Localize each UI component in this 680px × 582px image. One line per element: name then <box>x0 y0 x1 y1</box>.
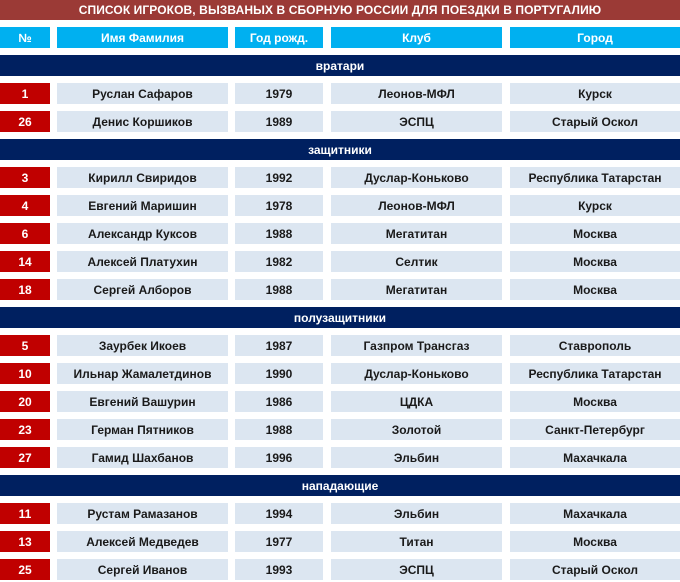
column-header-birth-year: Год рожд. <box>235 27 323 48</box>
player-city: Москва <box>510 391 680 412</box>
player-number: 6 <box>0 223 50 244</box>
player-city: Курск <box>510 195 680 216</box>
column-header-name: Имя Фамилия <box>57 27 228 48</box>
player-birth-year: 1988 <box>235 223 323 244</box>
player-birth-year: 1987 <box>235 335 323 356</box>
player-city: Махачкала <box>510 503 680 524</box>
player-city: Курск <box>510 83 680 104</box>
player-name: Евгений Маришин <box>57 195 228 216</box>
player-birth-year: 1982 <box>235 251 323 272</box>
player-club: Мегатитан <box>331 223 502 244</box>
player-birth-year: 1996 <box>235 447 323 468</box>
player-city: Санкт-Петербург <box>510 419 680 440</box>
player-club: Леонов-МФЛ <box>331 195 502 216</box>
table-row <box>0 83 680 104</box>
player-city: Республика Татарстан <box>510 363 680 384</box>
player-number: 20 <box>0 391 50 412</box>
player-name: Денис Коршиков <box>57 111 228 132</box>
player-city: Москва <box>510 223 680 244</box>
player-number: 11 <box>0 503 50 524</box>
table-row <box>0 223 680 244</box>
player-city: Москва <box>510 531 680 552</box>
player-name: Рустам Рамазанов <box>57 503 228 524</box>
player-number: 14 <box>0 251 50 272</box>
table-row <box>0 447 680 468</box>
player-number: 25 <box>0 559 50 580</box>
player-birth-year: 1988 <box>235 419 323 440</box>
player-number: 5 <box>0 335 50 356</box>
player-number: 27 <box>0 447 50 468</box>
player-city: Старый Оскол <box>510 111 680 132</box>
player-birth-year: 1986 <box>235 391 323 412</box>
player-birth-year: 1979 <box>235 83 323 104</box>
player-club: Эльбин <box>331 503 502 524</box>
table-row <box>0 363 680 384</box>
player-birth-year: 1990 <box>235 363 323 384</box>
table-header <box>0 27 680 48</box>
player-club: Мегатитан <box>331 279 502 300</box>
player-name: Сергей Иванов <box>57 559 228 580</box>
player-number: 4 <box>0 195 50 216</box>
player-club: ЭСПЦ <box>331 111 502 132</box>
player-name: Сергей Алборов <box>57 279 228 300</box>
player-name: Герман Пятников <box>57 419 228 440</box>
table-row <box>0 335 680 356</box>
table-row <box>0 419 680 440</box>
player-name: Руслан Сафаров <box>57 83 228 104</box>
player-name: Евгений Вашурин <box>57 391 228 412</box>
table-row <box>0 391 680 412</box>
section-header: вратари <box>0 55 680 76</box>
section-header: защитники <box>0 139 680 160</box>
player-number: 18 <box>0 279 50 300</box>
player-number: 23 <box>0 419 50 440</box>
player-club: Дуслар-Коньково <box>331 363 502 384</box>
table-row <box>0 531 680 552</box>
table-row <box>0 195 680 216</box>
table-row <box>0 251 680 272</box>
player-club: Золотой <box>331 419 502 440</box>
table-row <box>0 279 680 300</box>
player-name: Ильнар Жамалетдинов <box>57 363 228 384</box>
player-number: 1 <box>0 83 50 104</box>
player-birth-year: 1993 <box>235 559 323 580</box>
player-name: Алексей Платухин <box>57 251 228 272</box>
player-birth-year: 1992 <box>235 167 323 188</box>
player-birth-year: 1977 <box>235 531 323 552</box>
page-title: СПИСОК ИГРОКОВ, ВЫЗВАНЫХ В СБОРНУЮ РОССИИ ДЛЯ ПОЕЗДКИ В ПОРТУГАЛИЮ <box>0 0 680 20</box>
player-city: Старый Оскол <box>510 559 680 580</box>
player-club: Эльбин <box>331 447 502 468</box>
player-club: Титан <box>331 531 502 552</box>
player-name: Алексей Медведев <box>57 531 228 552</box>
player-city: Махачкала <box>510 447 680 468</box>
player-club: Леонов-МФЛ <box>331 83 502 104</box>
player-city: Ставрополь <box>510 335 680 356</box>
player-name: Кирилл Свиридов <box>57 167 228 188</box>
player-birth-year: 1988 <box>235 279 323 300</box>
player-birth-year: 1978 <box>235 195 323 216</box>
player-number: 26 <box>0 111 50 132</box>
table-row <box>0 111 680 132</box>
player-name: Заурбек Икоев <box>57 335 228 356</box>
section-header: нападающие <box>0 475 680 496</box>
player-name: Гамид Шахбанов <box>57 447 228 468</box>
player-club: ЭСПЦ <box>331 559 502 580</box>
section-header: полузащитники <box>0 307 680 328</box>
player-club: Селтик <box>331 251 502 272</box>
table-row <box>0 559 680 580</box>
player-club: Газпром Трансгаз <box>331 335 502 356</box>
column-header-number: № <box>0 27 50 48</box>
table-row <box>0 503 680 524</box>
player-city: Москва <box>510 279 680 300</box>
player-club: Дуслар-Коньково <box>331 167 502 188</box>
table-row <box>0 167 680 188</box>
player-number: 10 <box>0 363 50 384</box>
player-club: ЦДКА <box>331 391 502 412</box>
player-birth-year: 1989 <box>235 111 323 132</box>
column-header-club: Клуб <box>331 27 502 48</box>
player-city: Республика Татарстан <box>510 167 680 188</box>
player-number: 13 <box>0 531 50 552</box>
player-name: Александр Куксов <box>57 223 228 244</box>
player-number: 3 <box>0 167 50 188</box>
column-header-city: Город <box>510 27 680 48</box>
player-city: Москва <box>510 251 680 272</box>
player-birth-year: 1994 <box>235 503 323 524</box>
